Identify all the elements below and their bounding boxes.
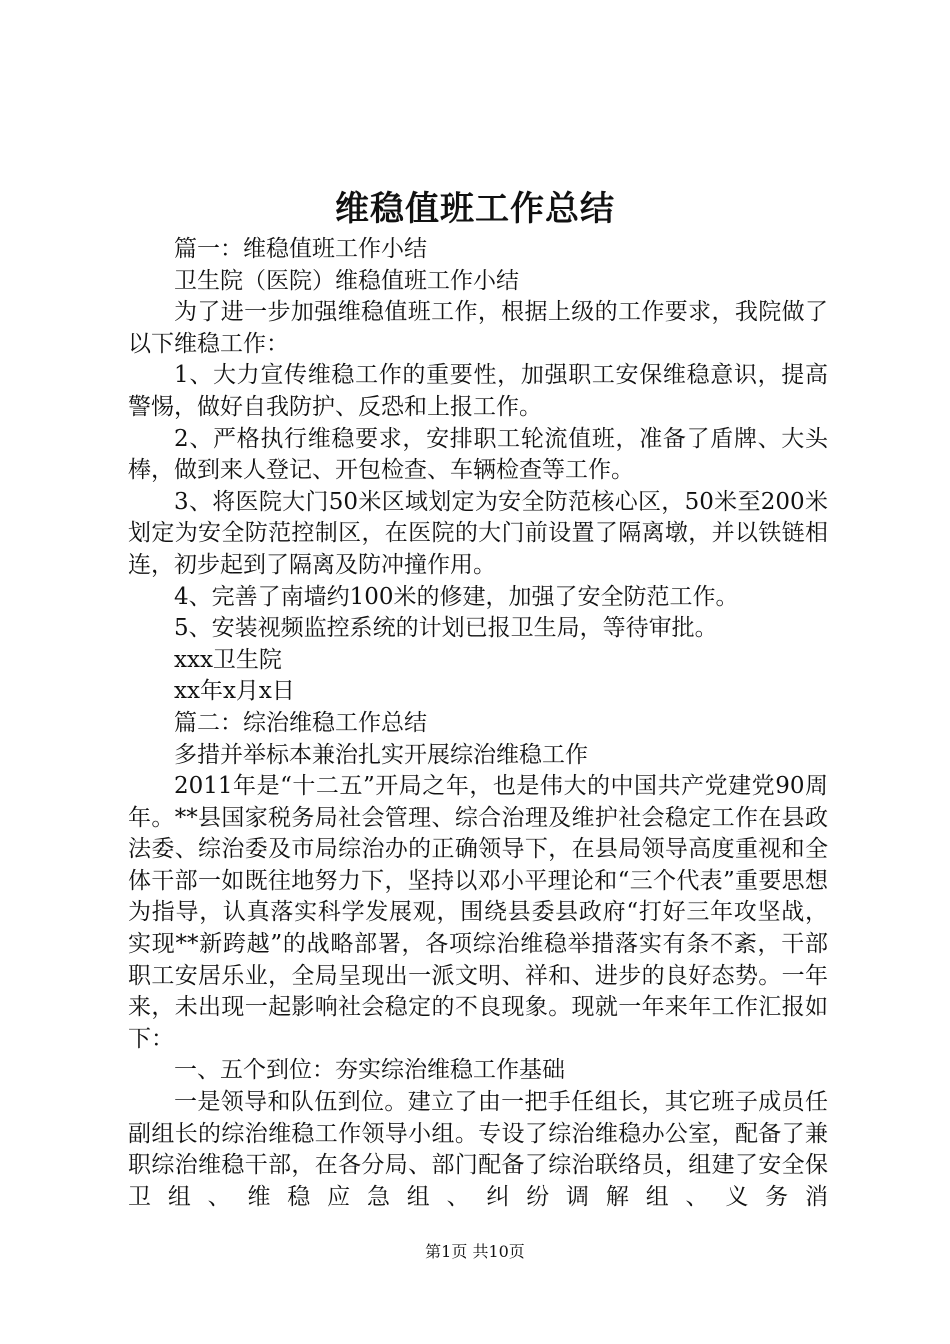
document-title: 维稳值班工作总结 (335, 189, 615, 229)
document-body (128, 234, 828, 1213)
paragraph-section-two-heading: 篇二：综治维稳工作总结 (174, 709, 427, 736)
paragraph-annual-summary: 2011年是“十二五”开局之年，也是伟大的中国共产党建党90周年。**县国家税务局社会管理、综合治理及维护社会稳定工作在县政法委、综治委及市局综治办的正确领导下，在县局领导高度重视和全体干部一如既往地努力下，坚持以邓小平理论和“三个代表”重要思想为指导，认真落实科学发展观，围绕县委县政府“打好三年攻坚战，实现**新跨越”的战略部署，各项综治维稳举措落实有条不紊，干部职工安居乐业，全局呈现出一派文明、祥和、进步的良好态势。一年来，未出现一起影响社会稳定的不良现象。现就一年来年工作汇报如下： (128, 773, 828, 1052)
paragraph-section-one-heading: 篇一：维稳值班工作小结 (174, 236, 427, 262)
paragraph-signature-date: xx年x月x日 (174, 678, 295, 705)
paragraph-item-5: 5、安装视频监控系统的计划已报卫生局，等待审批。 (174, 615, 718, 642)
paragraph-signature-org: xxx卫生院 (174, 646, 282, 673)
paragraph-item-2: 2、严格执行维稳要求，安排职工轮流值班，准备了盾牌、大头棒，做到来人登记、开包检查、车辆检查等工作。 (128, 425, 828, 484)
page-footer: 第1页 共10页 (425, 1242, 525, 1261)
paragraph-intro: 为了进一步加强维稳值班工作，根据上级的工作要求，我院做了以下维稳工作： (128, 299, 828, 357)
paragraph-subtitle-section-two: 多措并举标本兼治扎实开展综治维稳工作 (174, 741, 588, 768)
paragraph-item-1: 1、大力宣传维稳工作的重要性，加强职工安保维稳意识，提高警惕，做好自我防护、反恐和上报工作。 (128, 362, 828, 420)
paragraph-item-3: 3、将医院大门50米区域划定为安全防范核心区，50米至200米划定为安全防范控制区，在医院的大门前设置了隔离墩，并以铁链相连，初步起到了隔离及防冲撞作用。 (128, 488, 828, 578)
paragraph-leadership-in-place: 一是领导和队伍到位。建立了由一把手任组长，其它班子成员任副组长的综治维稳工作领导小组。专设了综治维稳办公室，配备了兼职综治维稳干部，在各分局、部门配备了综治联络员，组建了安全保卫组、维稳应急组、纠纷调解组、义务消 (128, 1089, 828, 1210)
paragraph-heading-five-in-place: 一、五个到位：夯实综治维稳工作基础 (174, 1057, 565, 1084)
paragraph-subtitle-hospital: 卫生院（医院）维稳值班工作小结 (174, 267, 519, 294)
paragraph-item-4: 4、完善了南墙约100米的修建，加强了安全防范工作。 (174, 583, 739, 610)
